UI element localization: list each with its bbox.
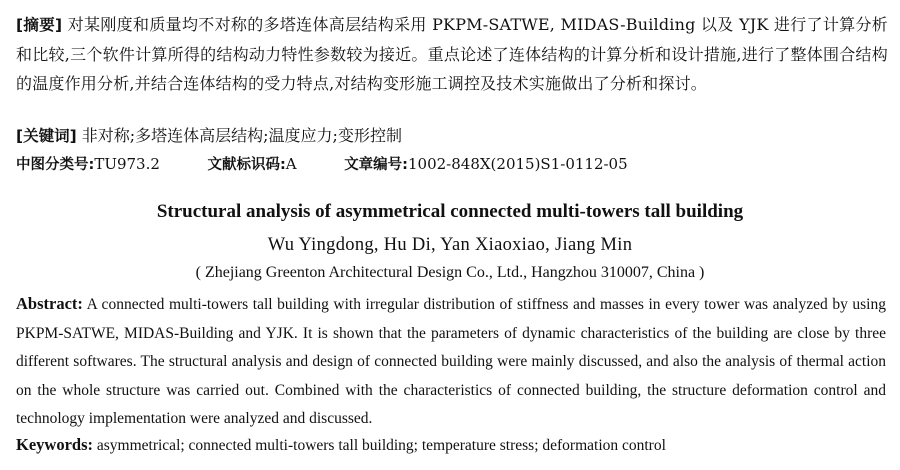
article-number-value: 1002-848X(2015)S1-0112-05 — [408, 155, 628, 173]
document-code-label: 文献标识码: — [207, 157, 286, 173]
english-keywords — [16, 432, 886, 459]
chinese-abstract-label: [摘要] — [16, 16, 63, 34]
chinese-keywords-label: [关键词] — [16, 127, 77, 145]
chinese-keywords-text: 非对称;多塔连体高层结构;温度应力;变形控制 — [81, 126, 402, 145]
english-keywords-text: asymmetrical; connected multi-towers tall building; temperature stress; deformation control — [96, 437, 666, 454]
clc-value: TU973.2 — [94, 155, 160, 173]
document-code-value: A — [285, 155, 297, 173]
chinese-abstract-text: 对某刚度和质量均不对称的多塔连体高层结构采用 PKPM-SATWE, MIDAS-Building 以及 YJK 进行了计算分析和比较,三个软件计算所得的结构动力特性参数较为接近。重点论述了连体结构的计算分析和设计措施,进行了整体围合结构的温度作用分析,并结合连体结构的受力特点,对结构变形施工调控及技术实施做出了分析和探讨。 — [16, 15, 889, 93]
english-authors: Wu Yingdong, Hu Di, Yan Xiaoxiao, Jiang Min — [267, 235, 633, 255]
english-abstract-text: A connected multi-towers tall building with irregular distribution of stiffness and masses in every tower was analyzed by using PKPM-SATWE, MIDAS-Building and YJK. It is shown that the parameters of dynamic characteristics of the building are close by three different softwares. The structural analysis and design of connected building were mainly discussed, and also the analysis of thermal action on the whole structure was carried out. Combined with the characteristics of connected building, the structure deformation control and technology implementation were analyzed and discussed. — [16, 296, 886, 428]
chinese-keywords — [16, 123, 888, 149]
chinese-abstract — [16, 10, 888, 98]
english-affiliation: ( Zhejiang Greenton Architectural Design Co., Ltd., Hangzhou 310007, China ) — [195, 264, 705, 281]
article-number-label: 文章编号: — [344, 157, 408, 173]
english-keywords-label: Keywords: — [16, 435, 93, 454]
english-abstract-label: Abstract: — [16, 294, 83, 313]
clc-label: 中图分类号: — [16, 157, 95, 173]
english-title: Structural analysis of asymmetrical connected multi-towers tall building — [156, 201, 744, 222]
classification-line — [16, 152, 888, 177]
english-abstract — [16, 290, 886, 434]
